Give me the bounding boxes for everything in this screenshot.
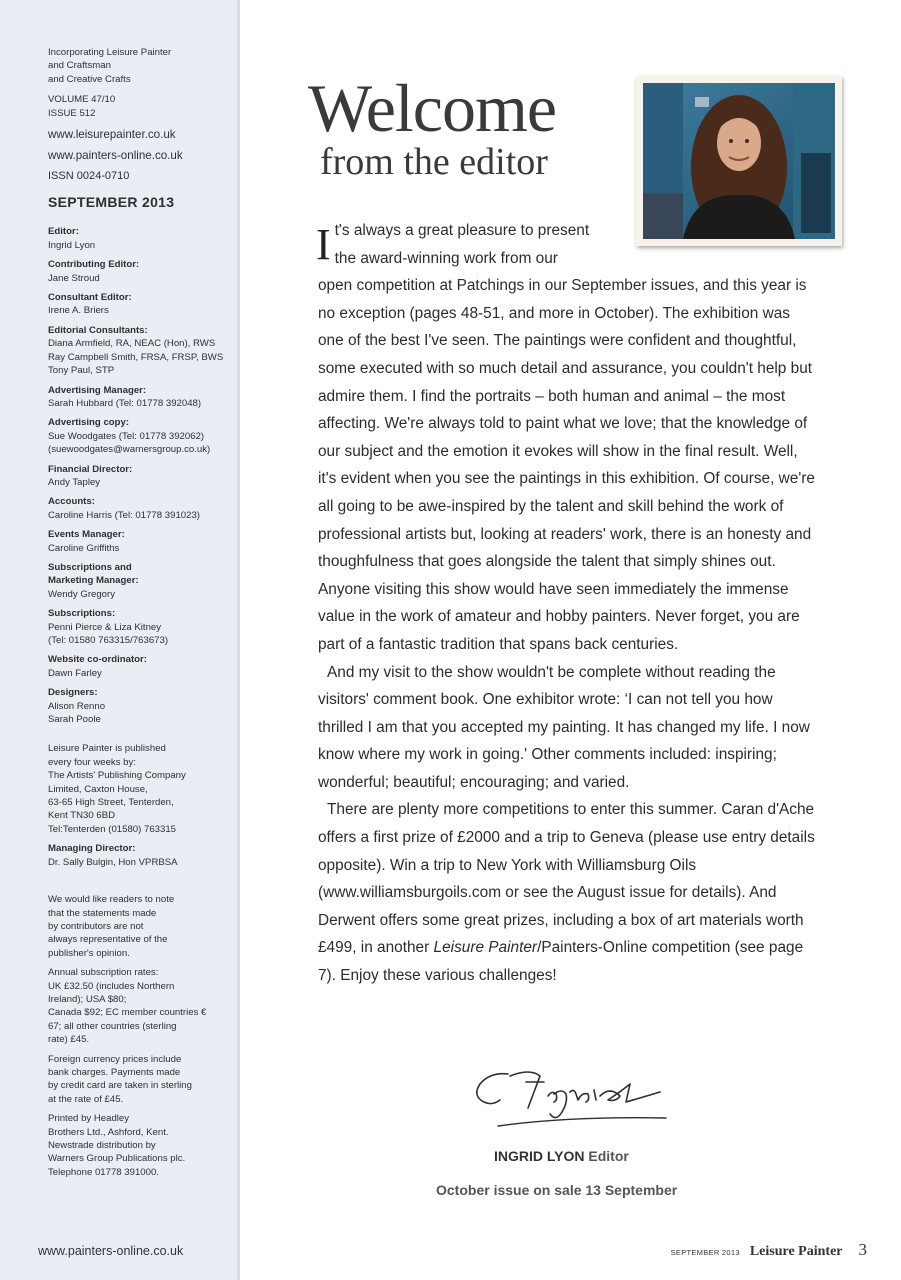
managing-director — [48, 842, 230, 869]
editor-signature — [470, 1062, 670, 1137]
disclaimer-note: We would like readers to note that the statements made by contributors are not always representative of the publisher's opinion. — [48, 894, 175, 959]
article-paragraph-3 — [318, 796, 818, 989]
signature-image — [470, 1062, 670, 1132]
magazine-title-italic: Leisure Painter — [433, 939, 538, 957]
currency-note: Foreign currency prices include bank charges. Payments made by credit card are taken in sterling at the rate of £45. — [48, 1053, 192, 1105]
staff-entry — [48, 463, 230, 490]
article-line: t's always a great pleasure to present — [334, 222, 590, 239]
website-link-painters-online[interactable]: www.painters-online.co.uk — [48, 149, 183, 163]
staff-role: Contributing Editor: — [48, 259, 140, 271]
staff-entry — [48, 607, 230, 647]
staff-entry — [48, 384, 230, 411]
staff-name: Penni Pierce & Liza Kitney (Tel: 01580 763315/763673) — [48, 621, 169, 646]
article-line: the award-winning work from our — [334, 249, 558, 267]
staff-name: Dr. Sally Bulgin, Hon VPRBSA — [48, 856, 178, 868]
staff-role: Advertising copy: — [48, 417, 130, 429]
footer-url[interactable]: www.painters-online.co.uk — [38, 1244, 184, 1258]
staff-name: Caroline Harris (Tel: 01778 391023) — [48, 509, 200, 521]
subscription-rates: Annual subscription rates: UK £32.50 (includes Northern Ireland); USA $80; Canada $92; EC member countries € 67; all other countries (sterling rate) £45. — [48, 967, 207, 1046]
article-text: open competition at Patchings in our September issues, and this year is no exception (pages 48-51, and more in October). The exhibition was one of the best I've seen. The paintings were confident and thoughtful, some executed with so much detail and assurance, you couldn't help but admire them. I find the portraits – both human and animal – the most affecting. We're always told to paint what we love; that the knowledge of our subject and the emotion it evokes will show in the final result. Well, it's evident when you see the paintings in this exhibition. Of course, we're all going to be awe-inspired by the talent and skill behind the work of professional artists but, looking at readers' work, there is an honesty and thoughfulness that goes alongside the talent that simply shines out. Anyone visiting this show would have seen immediately the immense value in the work of amateur and hobby painters. Never forget, you are part of a fantastic tradition that spans back centuries. — [318, 277, 815, 653]
staff-role: Managing Director: — [48, 843, 136, 855]
editor-title: Editor — [588, 1148, 629, 1164]
headline-from-the-editor: from the editor — [320, 141, 548, 183]
staff-name: Irene A. Briers — [48, 305, 109, 317]
masthead-content — [48, 46, 230, 1185]
staff-name: Ingrid Lyon — [48, 239, 96, 251]
next-issue-note: October issue on sale 13 September — [436, 1182, 678, 1198]
incorporating-line: and Craftsman — [48, 60, 111, 72]
staff-role: Financial Director: — [48, 463, 133, 475]
staff-name: Caroline Griffiths — [48, 542, 120, 554]
staff-role: Events Manager: — [48, 529, 125, 541]
footer-date: SEPTEMBER 2013 — [670, 1248, 740, 1257]
publisher-info: Leisure Painter is published every four weeks by: The Artists' Publishing Company Limited, Caxton House, 63-65 High Street, Tenterden, Kent TN30 6BD Tel:Tenterden (01580) 763315 — [48, 743, 186, 835]
staff-name: Alison Renno Sarah Poole — [48, 700, 106, 726]
issue-date: SEPTEMBER 2013 — [48, 194, 175, 211]
staff-entry — [48, 416, 230, 456]
staff-role: Editor: — [48, 226, 79, 238]
issue-number: ISSUE 512 — [48, 107, 96, 119]
article-text: /Painters-Online competition (see page 7). Enjoy these various challenges! — [318, 939, 804, 985]
staff-name: Wendy Gregory — [48, 588, 116, 600]
incorporating-line: Incorporating Leisure Painter — [48, 47, 172, 58]
staff-name: Dawn Farley — [48, 667, 102, 679]
staff-role: Accounts: — [48, 496, 95, 508]
volume: VOLUME 47/10 — [48, 94, 116, 106]
masthead-sidebar — [0, 0, 240, 1280]
staff-list — [48, 225, 230, 726]
staff-role: Subscriptions: — [48, 608, 116, 620]
headline-welcome: Welcome — [308, 70, 557, 146]
staff-entry — [48, 561, 230, 601]
website-link-leisurepainter[interactable]: www.leisurepainter.co.uk — [48, 128, 176, 142]
editorial-article — [318, 217, 818, 990]
staff-entry — [48, 225, 230, 252]
staff-entry — [48, 258, 230, 285]
staff-entry — [48, 528, 230, 555]
printer-info: Printed by Headley Brothers Ltd., Ashford, Kent. Newstrade distribution by Warners Group Publications plc. Telephone 01778 391000. — [48, 1113, 186, 1178]
issn: ISSN 0024-0710 — [48, 170, 130, 183]
article-paragraph-1 — [318, 217, 818, 659]
staff-name: Sue Woodgates (Tel: 01778 392062) (suewoodgates@warnersgroup.co.uk) — [48, 430, 211, 456]
page-number: 3 — [858, 1240, 867, 1259]
staff-entry — [48, 686, 230, 726]
staff-entry — [48, 495, 230, 522]
staff-role: Consultant Editor: — [48, 292, 132, 304]
volume-issue — [48, 93, 230, 120]
staff-name: Sarah Hubbard (Tel: 01778 392048) — [48, 397, 202, 409]
staff-role: Website co-ordinator: — [48, 654, 147, 666]
editor-name: INGRID LYON — [494, 1148, 585, 1164]
editor-byline — [494, 1148, 629, 1164]
staff-name: Andy Tapley — [48, 476, 101, 488]
staff-entry — [48, 324, 230, 378]
staff-name: Diana Armfield, RA, NEAC (Hon), RWS Ray Campbell Smith, FRSA, FRSP, BWS Tony Paul, STP — [48, 338, 224, 377]
staff-entry — [48, 291, 230, 318]
article-paragraph-2: And my visit to the show wouldn't be complete without reading the visitors' comment book. One exhibitor wrote: ‘I can not tell you how thrilled I am that you accepted my painting. It has changed my life. I now know where my work in going.' Other comments included: inspiring; wonderful; beautiful; encouraging; and varied. — [318, 663, 810, 791]
drop-cap: I — [316, 220, 331, 269]
staff-entry — [48, 653, 230, 680]
staff-role: Subscriptions and Marketing Manager: — [48, 561, 139, 587]
page-footer — [671, 1240, 867, 1260]
article-text: There are plenty more competitions to enter this summer. Caran d'Ache offers a first prize of £2000 and a trip to Geneva (please use entry details opposite). Win a trip to New York with Williamsburg Oils (www.williamsburgoils.com or see the August issue for details). And Derwent offers some great prizes, including a box of art materials worth £499, in another — [318, 801, 815, 957]
editor-portrait-image — [643, 83, 835, 239]
footer-magazine-name: Leisure Painter — [749, 1244, 843, 1259]
staff-role: Designers: — [48, 687, 98, 699]
incorporating-note — [48, 46, 230, 86]
staff-role: Advertising Manager: — [48, 384, 147, 396]
incorporating-line: and Creative Crafts — [48, 73, 131, 85]
staff-role: Editorial Consultants: — [48, 324, 148, 336]
staff-name: Jane Stroud — [48, 272, 100, 284]
